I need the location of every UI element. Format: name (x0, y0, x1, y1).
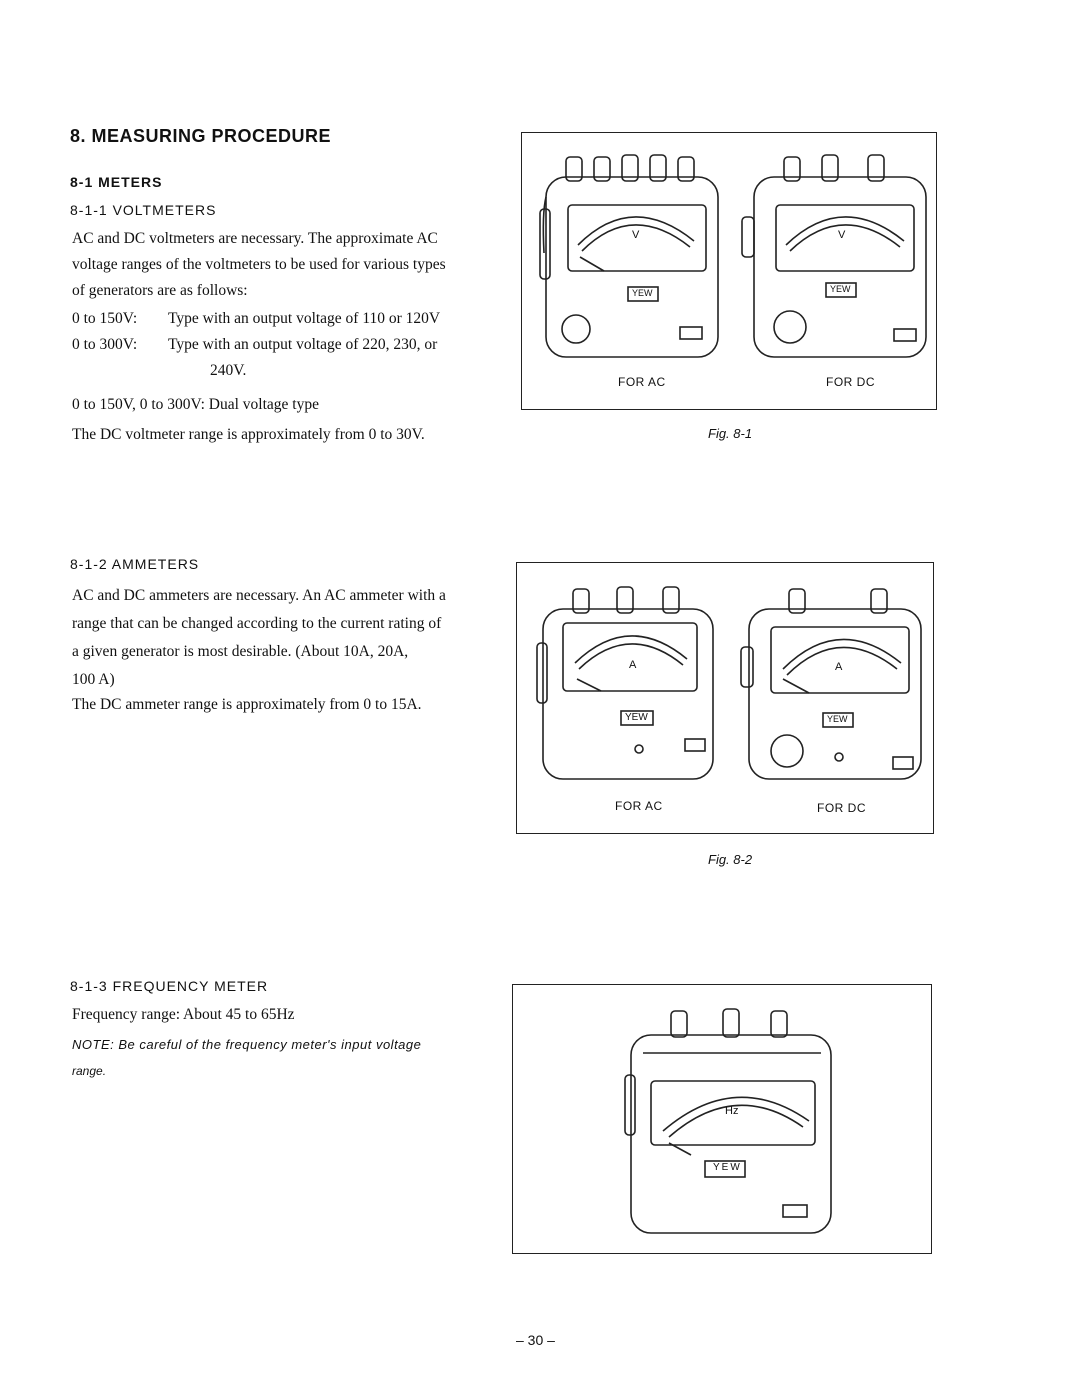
range-value (72, 358, 168, 384)
voltmeter-unit-label: V (838, 229, 846, 241)
voltmeters-heading: 8-1-1 VOLTMETERS (70, 202, 217, 218)
dual-voltage-line: 0 to 150V, 0 to 300V: Dual voltage type (72, 396, 319, 413)
brand-label: YEW (713, 1162, 742, 1173)
ammeters-text (72, 582, 512, 694)
range-description: Type with an output voltage of 220, 230, or (168, 336, 438, 353)
brand-label: YEW (632, 288, 653, 298)
voltmeter-unit-label: V (632, 229, 640, 241)
fig2-caption-dc: FOR DC (817, 801, 866, 815)
ammeters-line: range that can be changed according to the current rating of (72, 615, 442, 632)
voltage-range-row (72, 306, 512, 332)
voltage-range-list (72, 306, 512, 384)
ammeters-line: 100 A) (72, 671, 115, 688)
voltmeters-intro-line: of generators are as follows: (72, 282, 248, 299)
frequency-note-line: NOTE: Be careful of the frequency meter's input voltage (72, 1037, 422, 1052)
fig1-label: Fig. 8-1 (708, 426, 753, 441)
meters-heading: 8-1 METERS (70, 174, 163, 190)
page-number: – 30 – (516, 1332, 555, 1348)
frequency-note-line: range. (72, 1064, 107, 1078)
voltage-range-row (72, 332, 512, 358)
ammeters-heading: 8-1-2 AMMETERS (70, 556, 200, 572)
brand-label: YEW (625, 712, 648, 723)
fig2-caption-ac: FOR AC (615, 799, 663, 813)
voltage-range-row (72, 358, 512, 384)
figure-frequency-meter (512, 984, 932, 1254)
fig2-label: Fig. 8-2 (708, 852, 753, 867)
fig1-caption-dc: FOR DC (826, 375, 875, 389)
ammeters-line: a given generator is most desirable. (About 10A, 20A, (72, 643, 409, 660)
ammeter-unit-label: A (835, 661, 843, 673)
voltmeters-intro-line: voltage ranges of the voltmeters to be used for various types (72, 256, 446, 273)
brand-label: YEW (830, 284, 851, 294)
section-title: 8. MEASURING PROCEDURE (70, 126, 332, 146)
frequency-meter-illustration (513, 985, 931, 1253)
range-value: 0 to 150V: (72, 310, 138, 327)
ammeters-illustration (517, 563, 933, 833)
fig1-caption-ac: FOR AC (618, 375, 666, 389)
voltmeters-intro-line: AC and DC voltmeters are necessary. The approximate AC (72, 230, 438, 247)
brand-label: YEW (827, 714, 848, 724)
range-description: 240V. (210, 362, 247, 379)
frequency-unit-label: Hz (725, 1105, 739, 1117)
range-description: Type with an output voltage of 110 or 120V (168, 310, 441, 327)
frequency-heading: 8-1-3 FREQUENCY METER (70, 978, 269, 994)
ammeter-unit-label: A (629, 659, 637, 671)
figure-8-2 (516, 562, 934, 834)
dc-ammeter-note: The DC ammeter range is approximately from 0 to 15A. (72, 696, 422, 713)
figure-8-1 (521, 132, 937, 410)
voltmeters-intro (72, 226, 512, 304)
ammeters-line: AC and DC ammeters are necessary. An AC ammeter with a (72, 587, 446, 604)
dc-voltmeter-note: The DC voltmeter range is approximately from 0 to 30V. (72, 426, 425, 443)
range-value: 0 to 300V: (72, 336, 138, 353)
frequency-range: Frequency range: About 45 to 65Hz (72, 1006, 295, 1023)
voltmeters-illustration (522, 133, 936, 409)
